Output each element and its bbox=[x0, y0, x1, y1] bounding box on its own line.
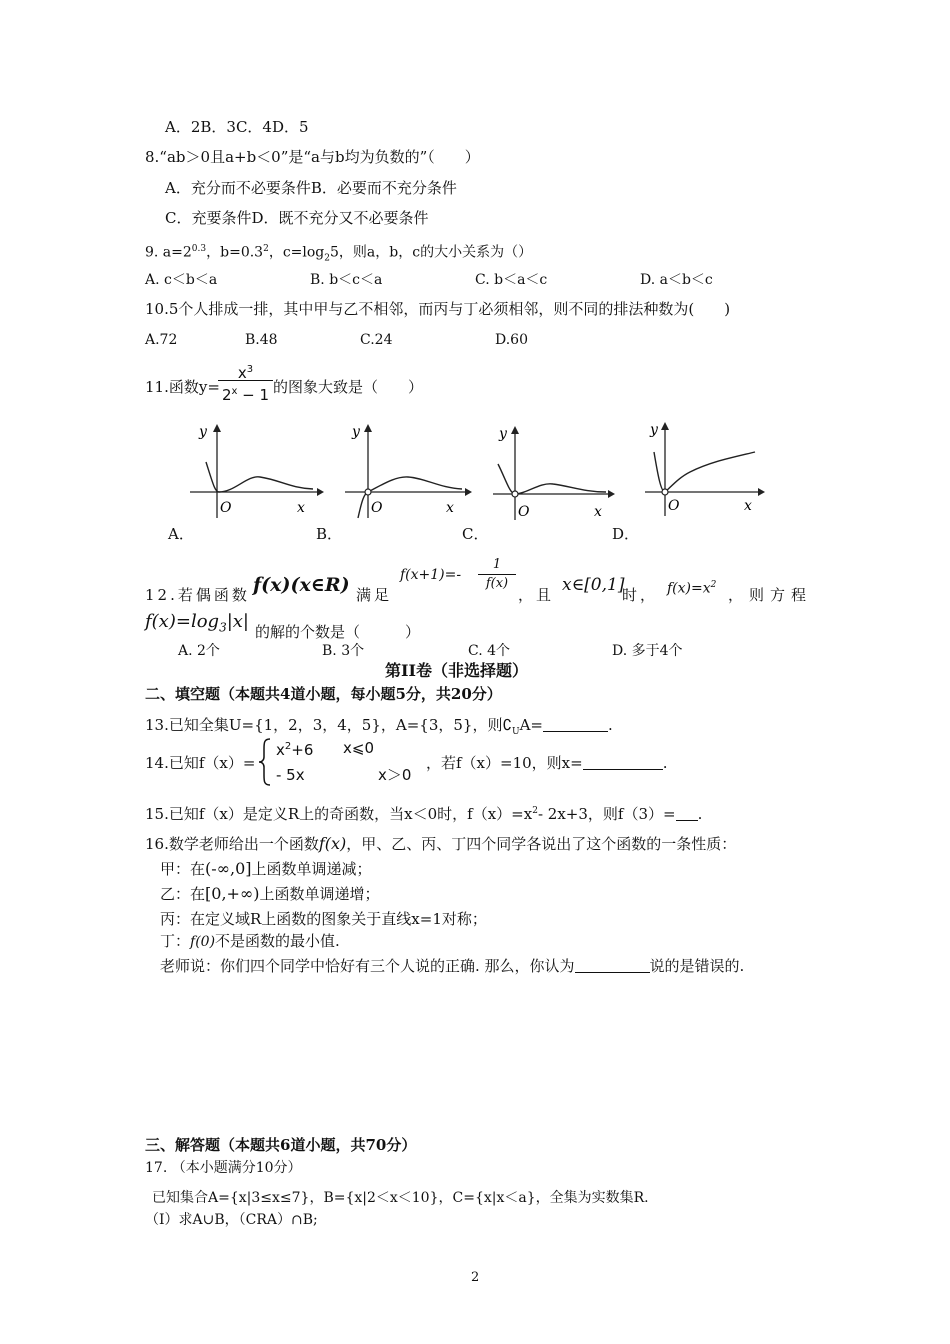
q12-f3: x∈[0,1] bbox=[562, 575, 625, 595]
q12-line2-math: $f(x)=\log_3|x|$ bbox=[145, 611, 249, 635]
q12-f2-fraction: 1 f(x) bbox=[478, 556, 516, 593]
graph-b-label: B． bbox=[316, 525, 343, 543]
q14-case1: $x^2+6$ bbox=[276, 741, 314, 759]
q9-option-a: A. c＜b＜a bbox=[145, 272, 218, 288]
graph-b bbox=[340, 420, 475, 520]
q12-s1: 12.若偶函数 bbox=[145, 586, 250, 604]
graph-a-curve bbox=[206, 462, 313, 492]
q12-s4: 时， bbox=[622, 586, 659, 604]
q12-line2-text: 的解的个数是（ ） bbox=[255, 623, 421, 641]
section2-title: 二、填空题（本题共4道小题，每小题5分，共20分） bbox=[145, 685, 502, 703]
page-number: 2 bbox=[471, 1270, 480, 1285]
part2-title: 第II卷（非选择题） bbox=[385, 661, 528, 680]
q8-stem: 8.“ab＞0且a+b＜0”是“a与b均为负数的”（ ） bbox=[145, 148, 480, 166]
graph-c-y-label: y bbox=[499, 426, 507, 442]
q14-answer-blank[interactable] bbox=[583, 755, 663, 770]
q16-ding: 丁：f(0)不是函数的最小值. bbox=[160, 932, 340, 950]
q10-option-b: B.48 bbox=[245, 332, 278, 348]
q9-option-b: B. b＜c＜a bbox=[310, 272, 383, 288]
q13: 13.已知全集U={1，2，3，4，5}，A={3，5}，则$∁_UA=$ . bbox=[145, 716, 613, 737]
q12-option-a: A. 2个 bbox=[178, 643, 220, 659]
graph-a-label: A． bbox=[168, 525, 194, 543]
graph-c bbox=[488, 422, 618, 522]
q14-case2-cond: x＞0 bbox=[378, 766, 412, 784]
q16-answer-blank[interactable] bbox=[575, 958, 650, 973]
q12-option-c: C. 4个 bbox=[468, 643, 511, 659]
q11-prefix: 11.函数y= bbox=[145, 378, 220, 396]
q14-brace bbox=[258, 737, 272, 787]
q13-answer-blank[interactable] bbox=[543, 717, 608, 732]
q12-s3: ，且 bbox=[518, 586, 555, 604]
q12-option-b: B. 3个 bbox=[322, 643, 365, 659]
q9-option-c: C. b＜a＜c bbox=[475, 272, 548, 288]
q16-stem: 16.数学老师给出一个函数f(x)，甲、乙、丙、丁四个同学各说出了这个函数的一条性质： bbox=[145, 834, 737, 853]
q11-suffix: 的图象大致是（ ） bbox=[273, 378, 424, 396]
q7-options: A．2B．3C．4D．5 bbox=[165, 118, 309, 136]
graph-d-y-label: y bbox=[650, 422, 658, 438]
q14-case2: - 5x bbox=[276, 766, 305, 784]
graph-c-x-label: x bbox=[594, 504, 602, 520]
q14-case1-cond: x⩽0 bbox=[343, 739, 374, 757]
graph-a-x-label: x bbox=[297, 500, 305, 516]
graph-d-label: D． bbox=[612, 525, 640, 543]
graph-c-label: C． bbox=[462, 525, 489, 543]
graph-c-curve bbox=[498, 464, 606, 494]
q12-s2: 满足 bbox=[356, 586, 393, 604]
q8-options-1: A．充分而不必要条件B．必要而不充分条件 bbox=[165, 179, 457, 197]
graph-a bbox=[185, 420, 325, 520]
q12-s5: ，则方程 bbox=[728, 586, 813, 604]
q16-bing: 丙：在定义域R上函数的图象关于直线x=1对称； bbox=[160, 910, 487, 928]
q17-body: 已知集合A={x|3≤x≤7}，B={x|2＜x＜10}，C={x|x＜a}，全集为实数集R. bbox=[152, 1190, 649, 1206]
q12-f1: f(x)(x∈R) bbox=[253, 574, 350, 596]
q10-option-c: C.24 bbox=[360, 332, 393, 348]
q15: 15.已知f（x）是定义R上的奇函数，当x＜0时，$f(x)=x^2-$ 2x+3，则f（3）= . bbox=[145, 805, 703, 823]
section3-title: 三、解答题（本题共6道小题，共70分） bbox=[145, 1136, 417, 1154]
q10-option-d: D.60 bbox=[495, 332, 528, 348]
q8-options-2: C．充要条件D．既不充分又不必要条件 bbox=[165, 209, 429, 227]
graph-d-curve bbox=[654, 452, 755, 492]
graph-b-origin: O bbox=[371, 500, 383, 516]
q17-head: 17. （本小题满分10分） bbox=[145, 1160, 302, 1176]
q12-f4: $f(x)=x^2$ bbox=[667, 580, 717, 597]
q15-answer-blank[interactable] bbox=[676, 806, 698, 821]
graph-d-origin: O bbox=[668, 498, 680, 514]
q12-f2-left: f(x+1)=- bbox=[400, 567, 462, 583]
q12-option-d: D. 多于4个 bbox=[612, 643, 683, 659]
q9-option-d: D. a＜b＜c bbox=[640, 272, 713, 288]
q17-part1: （Ⅰ）求A∪B，（CRA）∩B; bbox=[145, 1212, 318, 1228]
q14-prefix: 14.已知f（x）= bbox=[145, 754, 256, 772]
graph-d bbox=[640, 418, 770, 518]
q11-fraction: $x^3$ $2^x - 1$ bbox=[218, 358, 273, 403]
q16-jia: 甲：在(-∞,0]上函数单调递减； bbox=[160, 859, 372, 878]
graph-b-x-label: x bbox=[446, 500, 454, 516]
graph-a-y-label: y bbox=[199, 424, 207, 440]
graph-a-origin: O bbox=[220, 500, 232, 516]
q10-option-a: A.72 bbox=[145, 332, 178, 348]
graph-b-y-label: y bbox=[352, 424, 360, 440]
q9-stem: 9. $a=2^{0.3}$，$b=0.3^2$，$c=\log_25$，则a，b，c的大小关系为（） bbox=[145, 244, 533, 264]
graph-d-x-label: x bbox=[744, 498, 752, 514]
q16-teacher: 老师说：你们四个同学中恰好有三个人说的正确. 那么，你认为 说的是错误的. bbox=[160, 957, 745, 975]
q10-stem: 10.5个人排成一排，其中甲与乙不相邻，而丙与丁必须相邻，则不同的排法种数为( ) bbox=[145, 300, 731, 318]
graph-c-origin: O bbox=[518, 504, 530, 520]
q14-suffix: ，若f（x）=10，则x= . bbox=[426, 754, 668, 772]
q16-yi: 乙：在[0,+∞)上函数单调递增； bbox=[160, 884, 380, 903]
